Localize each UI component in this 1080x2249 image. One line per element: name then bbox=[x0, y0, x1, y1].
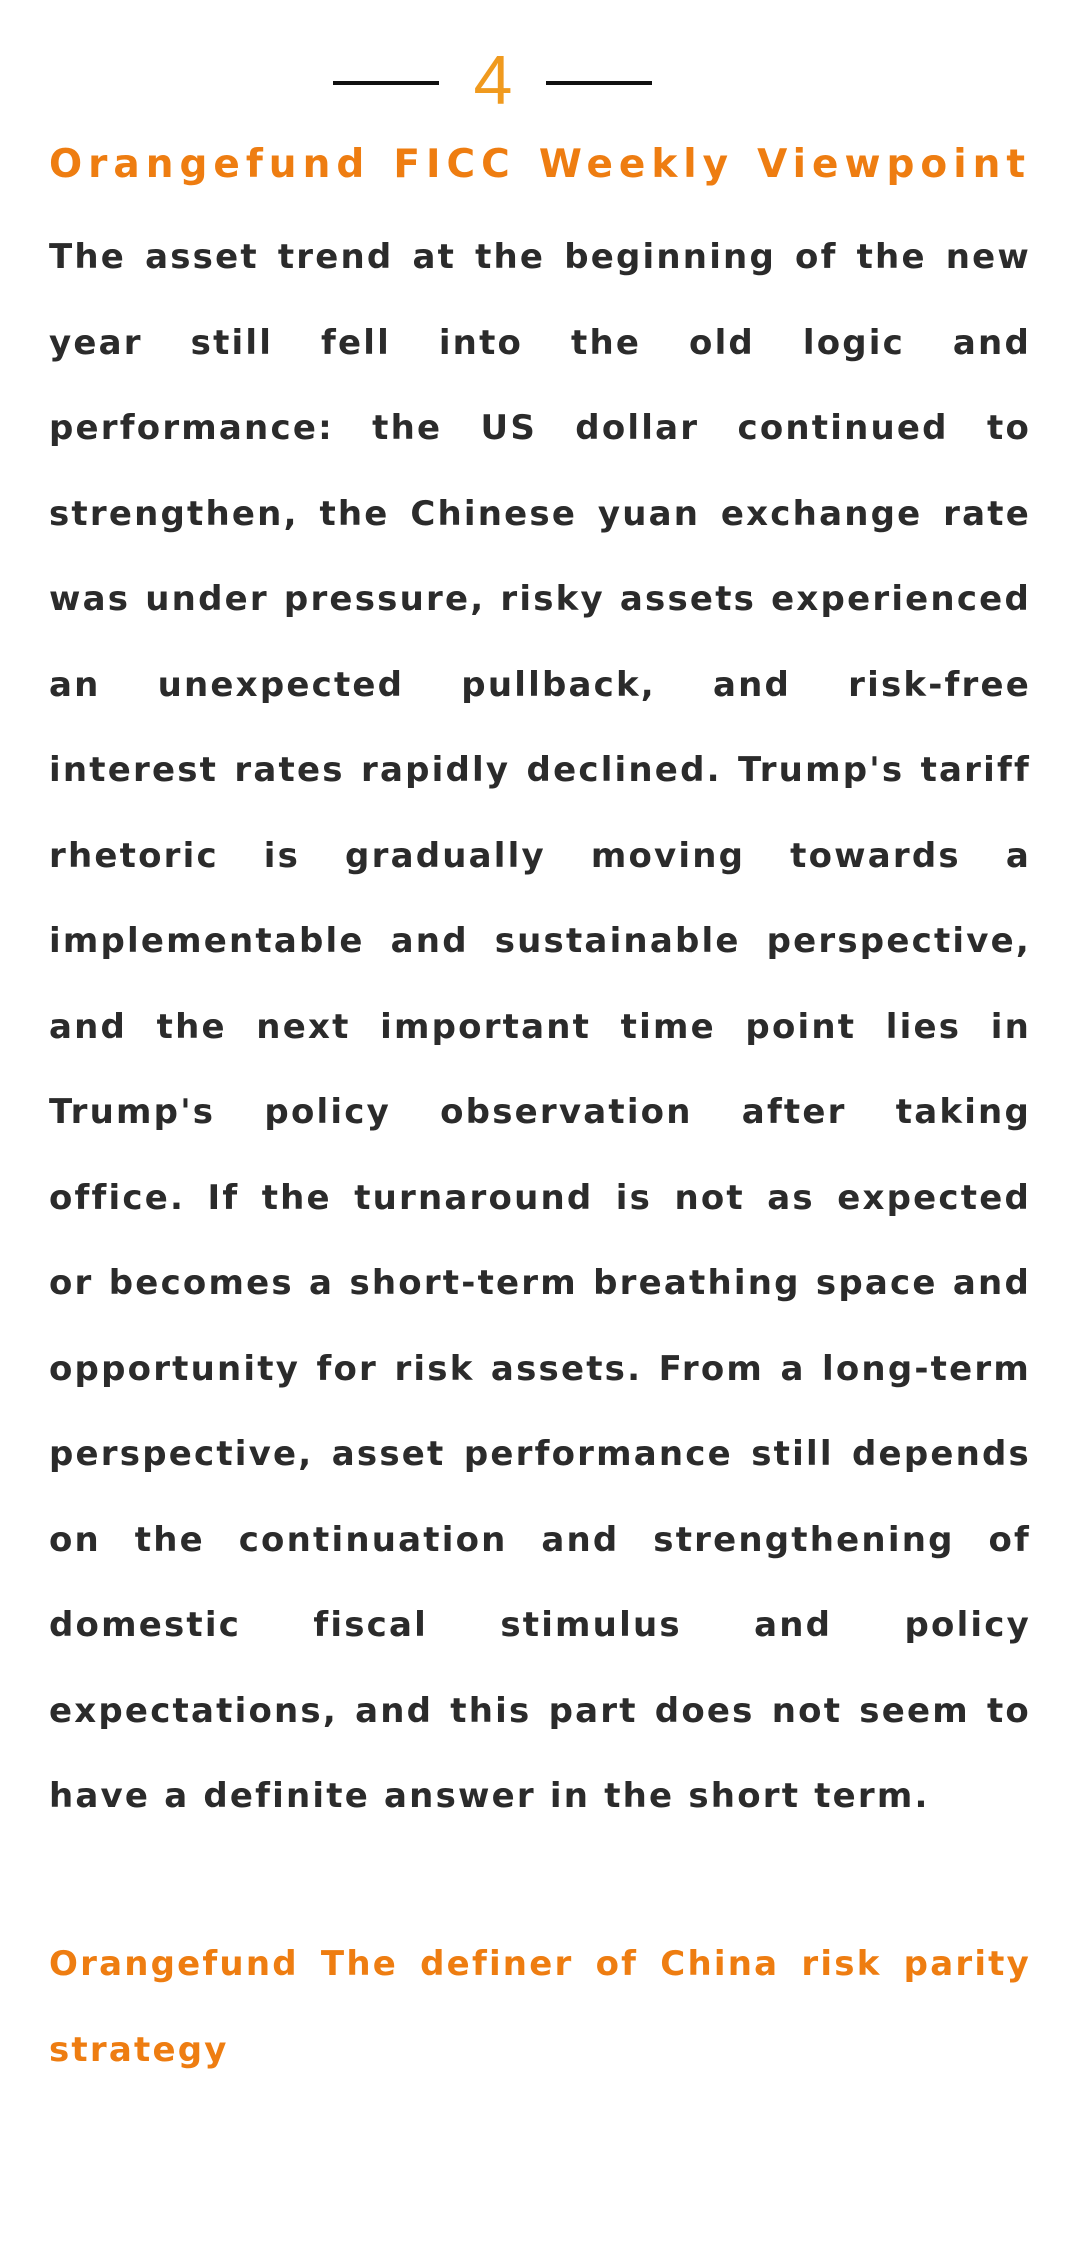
article-body: The asset trend at the beginning of the new year still fell into the old logic and performance: the US dollar continued to strengthen, the Chinese yuan exchange rate was under pressure, risky assets experienced an unexpected pullback, and risk-free interest rates rapidly declined. Trump's tariff rhetoric is gradually moving towards a implementable and sustainable perspective, and the next important time point lies in Trump's policy observation after taking office. If the turnaround is not as expected or becomes a short-term breathing space and opportunity for risk assets. From a long-term perspective, asset performance still depends on the continuation and strengthening of domestic fiscal stimulus and policy expectations, and this part does not seem to have a definite answer in the short term. bbox=[49, 237, 1031, 1816]
section-number: 4 bbox=[473, 41, 513, 119]
section-number-header bbox=[0, 40, 1080, 120]
left-divider-line bbox=[333, 81, 439, 85]
footer-slogan: Orangefund The definer of China risk parity strategy bbox=[49, 1944, 1031, 2070]
section-title: Orangefund FICC Weekly Viewpoint bbox=[49, 142, 1031, 187]
right-divider-line bbox=[546, 81, 652, 85]
